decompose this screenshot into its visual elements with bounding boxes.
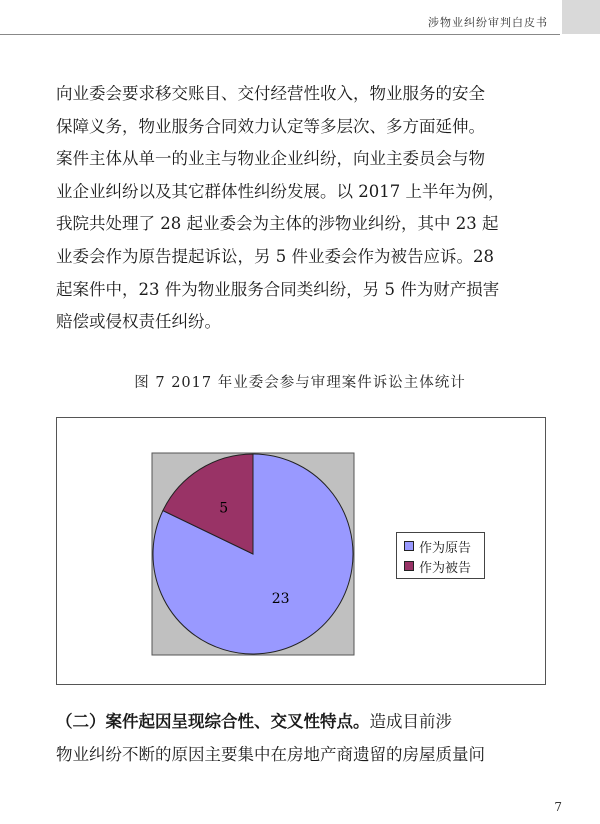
body-paragraph-bottom — [56, 706, 548, 771]
page-number: 7 — [554, 800, 562, 814]
text-line: 向业委会要求移交账目、交付经营性收入，物业服务的安全 — [56, 84, 485, 103]
legend-label: 作为原告 — [419, 540, 472, 556]
header-rule — [0, 34, 560, 35]
data-label: 23 — [271, 591, 290, 608]
text-line: 起案件中，23 件为物业服务合同类纠纷，另 5 件为财产损害 — [56, 279, 500, 299]
text-line — [56, 706, 548, 739]
text-line: 我院共处理了 28 起业委会为主体的涉物业纠纷，其中 23 起 — [56, 214, 499, 234]
text-line: 业委会作为原告提起诉讼，另 5 件业委会作为被告应诉。28 — [56, 246, 494, 266]
legend-swatch — [404, 541, 414, 551]
header-tab — [562, 0, 600, 34]
text-line: 保障义务，物业服务合同效力认定等多层次、多方面延伸。 — [56, 116, 485, 136]
legend-swatch — [404, 561, 414, 571]
text-line: 赔偿或侵权责任纠纷。 — [56, 312, 221, 332]
chart-legend — [396, 532, 485, 579]
text-line: 业企业纠纷以及其它群体性纠纷发展。以 2017 上半年为例， — [56, 181, 505, 201]
legend-entry — [404, 557, 471, 575]
legend-label: 作为被告 — [419, 560, 472, 576]
text-line: 案件主体从单一的业主与物业企业纠纷，向业主委员会与物 — [56, 149, 485, 169]
data-label: 5 — [219, 500, 229, 517]
chart-frame — [56, 417, 546, 685]
text-run: 造成目前涉 — [369, 712, 452, 731]
section-heading: （二）案件起因呈现综合性、交叉性特点。 — [56, 712, 370, 731]
legend-entry — [404, 537, 471, 555]
running-header: 涉物业纠纷审判白皮书 — [428, 16, 548, 29]
body-paragraph-top — [56, 78, 548, 339]
text-line: 物业纠纷不断的原因主要集中在房地产商遗留的房屋质量问 — [56, 744, 485, 764]
figure-caption: 图 7 2017 年业委会参与审理案件诉讼主体统计 — [134, 375, 466, 391]
